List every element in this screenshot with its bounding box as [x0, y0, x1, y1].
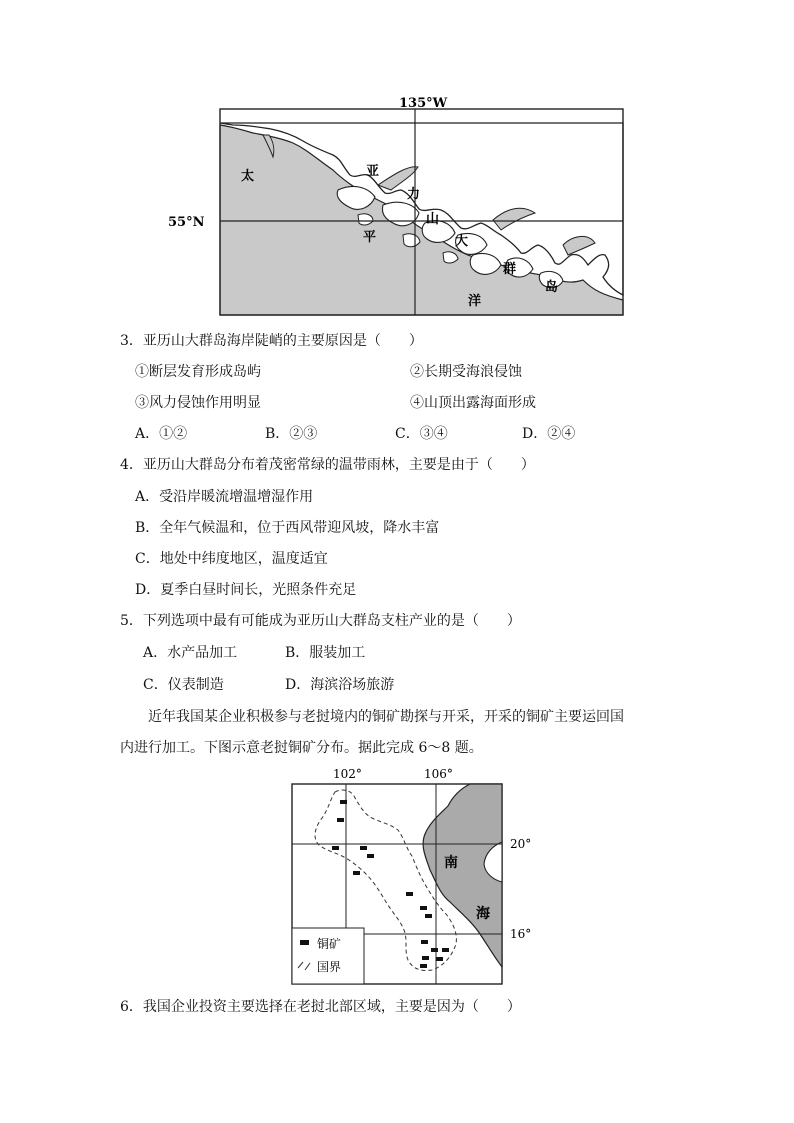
place-char-ping: 平 [363, 230, 377, 245]
copper-mine-marker [420, 964, 427, 968]
place-char-ya: 亚 [366, 164, 380, 179]
copper-mine-marker [422, 956, 429, 960]
alexander-archipelago-map [163, 95, 633, 320]
intro-line-2: 内进行加工。下图示意老挝铜矿分布。据此完成 6～8 题。 [120, 740, 483, 756]
lat-label-55n: 55°N [168, 215, 205, 230]
q5-choice-d: D．海滨浴场旅游 [285, 677, 395, 693]
q5-choice-c: C．仪表制造 [143, 677, 224, 693]
copper-mine-marker [421, 940, 428, 944]
place-char-li: 力 [407, 187, 421, 202]
sea-label-nan: 南 [444, 855, 458, 871]
place-char-shan: 山 [426, 212, 440, 227]
copper-mine-marker [431, 948, 438, 952]
legend-copper-label: 铜矿 [317, 937, 342, 951]
q6-stem: 6．我国企业投资主要选择在老挝北部区域，主要是因为（ ） [120, 999, 521, 1015]
q3-stem: 3．亚历山大群岛海岸陡峭的主要原因是（ ） [120, 333, 423, 349]
q4-choice-b: B．全年气候温和，位于西风带迎风坡，降水丰富 [135, 520, 440, 536]
q3-choice-d: D．②④ [522, 426, 576, 442]
q5-stem: 5．下列选项中最有可能成为亚历山大群岛支柱产业的是（ ） [120, 613, 521, 629]
copper-mine-marker [353, 871, 360, 875]
copper-mine-marker [367, 854, 374, 858]
laos-copper-map [280, 762, 540, 992]
lat-label-20: 20° [510, 837, 532, 851]
q3-option-2: ②长期受海浪侵蚀 [410, 364, 522, 380]
q4-choice-a: A．受沿岸暖流增温增湿作用 [135, 489, 314, 505]
q5-choice-b: B．服装加工 [285, 645, 366, 661]
lat-label-16: 16° [510, 927, 532, 941]
island [358, 214, 373, 225]
copper-mine-marker [442, 948, 449, 952]
q4-choice-c: C．地处中纬度地区，温度适宜 [135, 551, 328, 567]
q3-option-1: ①断层发育形成岛屿 [135, 364, 261, 380]
place-char-tai: 太 [241, 169, 255, 184]
lon-label-135w: 135°W [399, 96, 448, 111]
q3-choice-b: B．②③ [265, 426, 318, 442]
q4-choice-d: D．夏季白昼时间长，光照条件充足 [135, 582, 357, 598]
copper-mine-marker [425, 914, 432, 918]
intro-line-1: 近年我国某企业积极参与老挝境内的铜矿勘探与开采，开采的铜矿主要运回国 [148, 709, 624, 725]
copper-mine-marker [420, 906, 427, 910]
q4-stem: 4．亚历山大群岛分布着茂密常绿的温带雨林，主要是由于（ ） [120, 457, 535, 473]
sea-label-hai: 海 [476, 906, 490, 922]
copper-mine-marker [360, 846, 367, 850]
copper-mine-marker [436, 957, 443, 961]
q3-choice-c: C．③④ [395, 426, 448, 442]
q3-option-3: ③风力侵蚀作用明显 [135, 395, 261, 411]
lon-label-102: 102° [333, 767, 362, 781]
place-char-da: 大 [455, 234, 469, 249]
q3-option-4: ④山顶出露海面形成 [410, 395, 536, 411]
copper-mine-marker [406, 892, 413, 896]
q3-choice-a: A．①② [135, 426, 188, 442]
copper-mine-marker [340, 800, 347, 804]
legend-copper-symbol [300, 940, 309, 945]
place-char-dao: 岛 [545, 280, 559, 295]
copper-mine-marker [332, 846, 339, 850]
copper-mine-marker [337, 818, 344, 822]
lon-label-106: 106° [424, 767, 453, 781]
place-char-qun: 群 [503, 262, 517, 277]
legend-border-label: 国界 [317, 960, 342, 974]
place-char-yang: 洋 [468, 294, 482, 309]
q5-choice-a: A．水产品加工 [143, 645, 238, 661]
